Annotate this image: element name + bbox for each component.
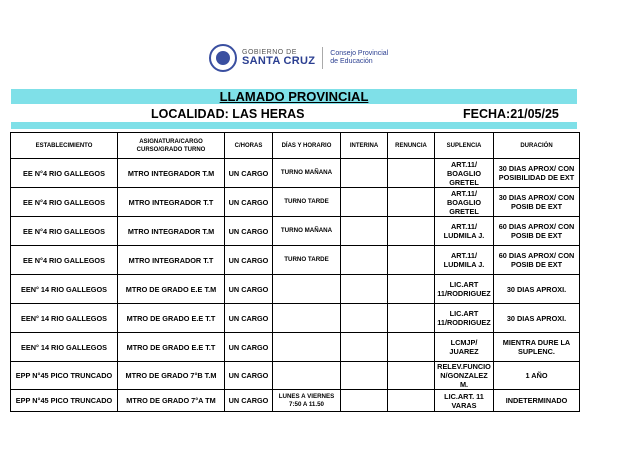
cell-duracion: 30 DIAS APROX/ CON POSIBILIDAD DE EXT	[494, 159, 580, 188]
cell-suplencia: LIC.ART 11/RODRIGUEZ	[435, 275, 494, 304]
col-header-establecimiento: ESTABLECIMIENTO	[11, 133, 118, 159]
cell-asignatura: MTRO INTEGRADOR T.M	[118, 159, 225, 188]
cell-asignatura: MTRO INTEGRADOR T.T	[118, 246, 225, 275]
cell-interina	[341, 159, 388, 188]
cell-dias-horario	[273, 333, 341, 362]
cell-horas: UN CARGO	[225, 159, 273, 188]
cell-asignatura: MTRO INTEGRADOR T.M	[118, 217, 225, 246]
cell-suplencia: LIC.ART 11/RODRIGUEZ	[435, 304, 494, 333]
cell-establecimiento: EEN° 14 RIO GALLEGOS	[11, 333, 118, 362]
council-line2: de Educación	[330, 58, 373, 65]
table-row	[11, 333, 580, 362]
cell-suplencia: LIC.ART. 11 VARAS	[435, 390, 494, 412]
gov-line2: SANTA CRUZ	[242, 55, 316, 67]
cell-dias-horario: LUNES A VIERNES 7:50 A 11.50	[273, 390, 341, 412]
table-row	[11, 159, 580, 188]
cell-suplencia: ART.11/ LUDMILA J.	[435, 217, 494, 246]
cell-renuncia	[388, 362, 435, 390]
cell-horas: UN CARGO	[225, 217, 273, 246]
cell-establecimiento: EEN° 14 RIO GALLEGOS	[11, 304, 118, 333]
table-row	[11, 275, 580, 304]
cell-duracion: 30 DIAS APROX/ CON POSIB DE EXT	[494, 188, 580, 217]
cell-renuncia	[388, 246, 435, 275]
cell-renuncia	[388, 304, 435, 333]
table-row	[11, 246, 580, 275]
table-top-band	[11, 122, 577, 129]
cell-interina	[341, 246, 388, 275]
col-header-interina: INTERINA	[341, 133, 388, 159]
cell-asignatura: MTRO DE GRADO E.E T.T	[118, 304, 225, 333]
cell-horas: UN CARGO	[225, 246, 273, 275]
cell-interina	[341, 275, 388, 304]
page-header	[209, 42, 388, 74]
cell-horas: UN CARGO	[225, 275, 273, 304]
localidad-label: LOCALIDAD: LAS HERAS	[151, 107, 305, 121]
cell-suplencia: ART.11/ BOAGLIO GRETEL	[435, 188, 494, 217]
col-header-asignatura: ASIGNATURA/CARGO CURSO/GRADO TURNO	[118, 133, 225, 159]
table-row	[11, 188, 580, 217]
cell-horas: UN CARGO	[225, 188, 273, 217]
cell-dias-horario: TURNO MAÑANA	[273, 159, 341, 188]
cell-establecimiento: EE N°4 RIO GALLEGOS	[11, 217, 118, 246]
cell-establecimiento: EE N°4 RIO GALLEGOS	[11, 188, 118, 217]
cell-dias-horario: TURNO TARDE	[273, 246, 341, 275]
cell-suplencia: RELEV.FUNCIO N/GONZALEZ M.	[435, 362, 494, 390]
cell-dias-horario	[273, 304, 341, 333]
cell-asignatura: MTRO INTEGRADOR T.T	[118, 188, 225, 217]
cell-dias-horario: TURNO TARDE	[273, 188, 341, 217]
council-line1: Consejo Provincial	[330, 49, 389, 57]
header-divider	[322, 47, 323, 69]
vacancies-table	[10, 132, 580, 412]
table-row	[11, 217, 580, 246]
cell-interina	[341, 304, 388, 333]
col-header-dias-horario: DÍAS Y HORARIO	[273, 133, 341, 159]
cell-horas: UN CARGO	[225, 362, 273, 390]
cell-establecimiento: EE N°4 RIO GALLEGOS	[11, 159, 118, 188]
cell-interina	[341, 217, 388, 246]
cell-duracion: INDETERMINADO	[494, 390, 580, 412]
cell-interina	[341, 390, 388, 412]
cell-renuncia	[388, 159, 435, 188]
cell-dias-horario	[273, 275, 341, 304]
cell-horas: UN CARGO	[225, 333, 273, 362]
cell-establecimiento: EPP N°45 PICO TRUNCADO	[11, 362, 118, 390]
council-logo-text	[330, 50, 388, 66]
table-row	[11, 390, 580, 412]
cell-renuncia	[388, 217, 435, 246]
cell-duracion: 30 DIAS APROXI.	[494, 304, 580, 333]
cell-establecimiento: EEN° 14 RIO GALLEGOS	[11, 275, 118, 304]
cell-asignatura: MTRO DE GRADO E.E T.T	[118, 333, 225, 362]
cell-duracion: 30 DIAS APROXI.	[494, 275, 580, 304]
cell-interina	[341, 333, 388, 362]
table-row	[11, 304, 580, 333]
cell-horas: UN CARGO	[225, 390, 273, 412]
cell-duracion: 60 DIAS APROX/ CON POSIB DE EXT	[494, 246, 580, 275]
cell-renuncia	[388, 275, 435, 304]
cell-horas: UN CARGO	[225, 304, 273, 333]
cell-dias-horario	[273, 362, 341, 390]
fecha-label: FECHA:21/05/25	[463, 107, 559, 121]
province-seal-icon	[209, 44, 237, 72]
cell-interina	[341, 188, 388, 217]
cell-suplencia: ART.11/ BOAGLIO GRETEL	[435, 159, 494, 188]
cell-renuncia	[388, 390, 435, 412]
cell-suplencia: LCMJP/ JUAREZ	[435, 333, 494, 362]
cell-suplencia: ART.11/ LUDMILA J.	[435, 246, 494, 275]
col-header-horas: C/HORAS	[225, 133, 273, 159]
cell-dias-horario: TURNO MAÑANA	[273, 217, 341, 246]
cell-duracion: 60 DIAS APROX/ CON POSIB DE EXT	[494, 217, 580, 246]
cell-establecimiento: EPP N°45 PICO TRUNCADO	[11, 390, 118, 412]
cell-duracion: MIENTRA DURE LA SUPLENC.	[494, 333, 580, 362]
cell-asignatura: MTRO DE GRADO 7°A TM	[118, 390, 225, 412]
gov-line1: GOBIERNO DE	[242, 49, 297, 56]
cell-interina	[341, 362, 388, 390]
cell-renuncia	[388, 188, 435, 217]
cell-renuncia	[388, 333, 435, 362]
page-title: LLAMADO PROVINCIAL	[219, 89, 369, 104]
cell-asignatura: MTRO DE GRADO E.E T.M	[118, 275, 225, 304]
cell-asignatura: MTRO DE GRADO 7°B T.M	[118, 362, 225, 390]
table-header-row	[11, 133, 580, 159]
government-logo-text	[242, 49, 315, 67]
col-header-suplencia: SUPLENCIA	[435, 133, 494, 159]
cell-establecimiento: EE N°4 RIO GALLEGOS	[11, 246, 118, 275]
cell-duracion: 1 AÑO	[494, 362, 580, 390]
table-row	[11, 362, 580, 390]
col-header-duracion: DURACIÓN	[494, 133, 580, 159]
col-header-renuncia: RENUNCIA	[388, 133, 435, 159]
